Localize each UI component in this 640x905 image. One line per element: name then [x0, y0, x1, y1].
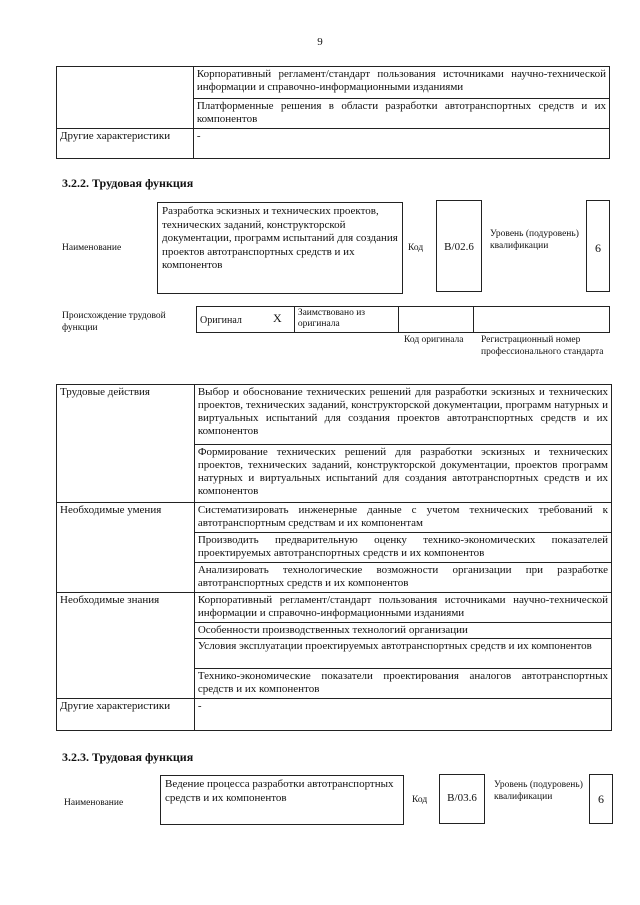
origin-original-cell [197, 307, 295, 333]
origin-original-mark: X [273, 311, 282, 325]
main-other-value: - [194, 699, 611, 731]
labor-actions-label: Трудовые действия [57, 385, 195, 503]
top-table [56, 66, 610, 159]
section-322-level-label: Уровень (подуровень) квалификации [490, 229, 579, 251]
labor-action-item: Выбор и обоснование технических решений для разработки эскизных и технических проектов, технических заданий, конструкторской документации, программ натурных и виртуальных испытаний для создания проектов автотранспортных средств и их компонентов [194, 385, 611, 445]
page-number: 9 [317, 36, 323, 48]
origin-borrowed-label: Заимствовано из оригинала [294, 307, 398, 333]
labor-action-item: Формирование технических решений для разработки эскизных и технических проектов, технических заданий, конструкторской документации, проектов программ натурных и виртуальных испытаний для создания автотранспортных средств и их компонентов [194, 445, 611, 503]
section-323-name-label: Наименование [64, 798, 124, 808]
main-table [56, 384, 612, 731]
reg-number-label: Регистрационный номер профессионального стандарта [481, 335, 604, 357]
section-323-level-label: Уровень (подуровень) квалификации [494, 780, 583, 802]
section-323-code-value: B/03.6 [439, 774, 485, 824]
knowledge-label: Необходимые знания [57, 593, 195, 699]
origin-code-cell [398, 307, 474, 333]
top-table-row-1: Корпоративный регламент/стандарт пользования источниками научно-технической информации и справочно-информационными изданиями [193, 67, 609, 99]
knowledge-item: Корпоративный регламент/стандарт пользования источниками научно-технической информации и справочно-информационными изданиями [194, 593, 611, 623]
origin-table [196, 306, 610, 333]
section-323-code-label: Код [412, 795, 428, 805]
top-table-row-2: Платформенные решения в области разработки автотранспортных средств и их компонентов [193, 99, 609, 129]
origin-label: Происхождение трудовой функции [62, 311, 166, 333]
knowledge-item: Особенности производственных технологий организации [194, 623, 611, 639]
top-table-empty-cell [57, 67, 194, 129]
code-original-label: Код оригинала [404, 335, 464, 345]
skill-item: Производить предварительную оценку технико-экономических показателей проектируемых автотранспортных средств и их компонентов [194, 533, 611, 563]
section-322-name-label: Наименование [62, 243, 122, 253]
section-322-code-value: B/02.6 [436, 200, 482, 292]
top-table-other-value: - [193, 129, 609, 159]
knowledge-item: Условия эксплуатации проектируемых автотранспортных средств и их компонентов [194, 639, 611, 669]
section-323-level-value: 6 [589, 774, 613, 824]
origin-original-label: Оригинал [200, 315, 242, 326]
section-322-name-value: Разработка эскизных и технических проектов, технических заданий, конструкторской документации, программ испытаний для создания проектов автотранспортных средств и их компонентов [157, 202, 403, 294]
section-322-heading: 3.2.2. Трудовая функция [62, 176, 194, 190]
section-323-name-value: Ведение процесса разработки автотранспортных средств и их компонентов [160, 775, 404, 825]
top-table-other-label: Другие характеристики [57, 129, 194, 159]
section-322-level-value: 6 [586, 200, 610, 292]
knowledge-item: Технико-экономические показатели проектирования аналогов автотранспортных средств и их компонентов [194, 669, 611, 699]
skill-item: Анализировать технологические возможности организации при разработке автотранспортных средств и их компонентов [194, 563, 611, 593]
section-323-heading: 3.2.3. Трудовая функция [62, 750, 194, 764]
skill-item: Систематизировать инженерные данные с учетом технических требований к автотранспортным средствам и их компонентам [194, 503, 611, 533]
section-322-code-label: Код [408, 243, 424, 253]
skills-label: Необходимые умения [57, 503, 195, 593]
origin-reg-cell [474, 307, 610, 333]
main-other-label: Другие характеристики [57, 699, 195, 731]
